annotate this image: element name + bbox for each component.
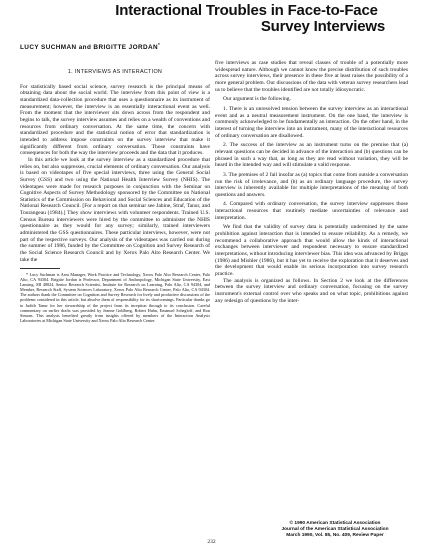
authors: LUCY SUCHMAN and BRIGITTE JORDAN [20,44,159,52]
paragraph: In this article we look at the survey interview as a standardized procedure that relies on, but also suppresses, crucial elements of ordinary conversation. Our analysis is based on videotapes of five special interviews, three using the General Social Survey (GSS) and two using the National Health Interview Survey (NHIS). The videotapes were made for research purposes in conjunction with the Seminar on Cognitive Aspects of Survey Methodology sponsored by the Committee on National Statistics of the Commission on Behavioral and Social Sciences and Education of the National Research Council. [For a report on that seminar see Jabine, Straf, Tanur, and Tourangeau (1984).] They show interviews with volunteer respondents. Trained U.S. Census Bureau interviewers were hired by the committee to administer the NHIS questionnaire as they would for any survey; similarly, trained interviewers administered the GSS questionnaires. These particular interviews, however, were not part of the respective surveys. Our analysis of the videotapes was carried out during the summer of 1986, funded by the Committee on Cognition and Survey Research of the Social Science Research Council and by Xerox Palo Alto Research Center. We take the [20,156,210,263]
left-column [20,60,210,323]
copyright-line: © 1990 American Statistical Association [289,521,381,526]
article-title [0,3,423,35]
author-line [20,42,160,51]
paragraph: We find that the validity of survey data is potentially undermined by the same prohibition against interaction that is intended to ensure reliability. As a remedy, we recommend a collaborative approach that would allow the kinds of interactional exchanges between interviewer and respondent necessary to ensure standardized interpretations, without introducing interviewer bias. This idea was advanced by Briggs (1986) and Mishler (1986), but it has yet to receive the exploration that it deserves and the development that would enable its serious incorporation into survey research practice. [215,224,408,278]
author-footnote: * Lucy Suchman is Area Manager, Work Practice and Technology, Xerox Palo Alto Research Center, Palo Alto, CA 94304. Brigitte Jordan is Professor, Department of Anthropology, Michigan State University, East Lansing, MI 48824, Senior Research Scientist, Institute for Research on Learning, Palo Alto, CA 94304, and Member, Research Staff, System Sciences Laboratory, Xerox Palo Alto Research Center, Palo Alto, CA 94304. The authors thank the Committee on Cognition and Survey Research for lively and productive discussions of the problems considered in this article, but absolve them of responsibility for its shortcomings. Particular thanks go to Judith Tanur for her stewardship of the project from its inception through to its conclusion. Careful commentary on earlier drafts was provided by Jeanne Goldberg, Robert Hahn, Emanuel Schegloff, and Ron Simons. This analysis benefited greatly from insights offered by members of the Interaction Analysis Laboratories at Michigan State University and Xerox Palo Alto Research Center. [20,271,210,323]
author-footnote-mark: * [158,42,161,47]
footnote-divider [20,268,60,269]
argument-item: 2. The success of the interview as an instrument turns on the premise that (a) relevant questions can be decided in advance of the interaction and (b) questions can be phrased in such a way that, as long as they are read without variation, they will be heard in the intended way and will stimulate a valid response. [215,142,408,169]
journal-name: Journal of the American Statistical Association [281,527,389,532]
paragraph: For statistically based social science, survey research is the principal means of obtaining data about the social world. The interview from this point of view is a standardized data-collection procedure that uses a questionnaire as its instrument of measurement; however, the interview is an essentially interactional event as well. From the moment that the interviewer sits down across from the respondent and begins to talk, the survey interview assumes and relies on a wealth of conventions and resources from ordinary conversation. At the same time, the concern with standardized procedure and the statistical notion of error that standardization is intended to address impose constraints on the survey interview that make it significantly different from ordinary conversation. Those constraints have consequences for both the way the interview proceeds and the data that it produces. [20,83,210,157]
right-column [215,60,408,304]
page-number: 232 [207,539,216,545]
title-line-2: Survey Interviews [260,18,385,35]
section-heading: 1. INTERVIEWS AS INTERACTION [67,69,163,75]
argument-item: 1. There is an unresolved tension between the survey interview as an interactional event and as a neutral measurement instrument. On the one hand, the interview is commonly acknowledged to be fundamentally an interaction. On the other hand, in the interest of turning the interview into an instrument, many of the interactional resources of ordinary conversation are disallowed. [215,105,408,139]
paragraph: The analysis is organized as follows. In Section 2 we look at the differences between the survey interview and ordinary conversation, focusing on the survey instrument's external control over who speaks and on what topic, prohibitions against any redesign of questions by the inter- [215,277,408,304]
paragraph: Our argument is the following. [223,96,291,103]
argument-item: 4. Compared with ordinary conversation, the survey interview suppresses those interactional resources that routinely mediate uncertainties of relevance and interpretation. [215,201,408,221]
copyright-block [255,521,415,539]
issue-info: March 1990, Vol. 85, No. 409, Review Paper [286,533,384,538]
argument-item: 3. The premises of 2 fail insofar as (a) topics that come from outside a conversation run the risk of irrelevance, and (b) as an ordinary language procedure, the survey interview is inherently available for multiple interpretations of the meaning of both questions and answers. [215,171,408,198]
title-line-1: Interactional Troubles in Face-to-Face [115,2,378,19]
paragraph: five interviews as case studies that reveal classes of trouble of a potentially more widespread nature. Although we cannot know the precise distribution of such troubles across survey interviews, their presence in these five at least raises the possibility of a more general problem. Our discussions of the data with veteran survey researchers lead us to believe that the troubles identified are not totally idiosyncratic. [215,60,408,93]
